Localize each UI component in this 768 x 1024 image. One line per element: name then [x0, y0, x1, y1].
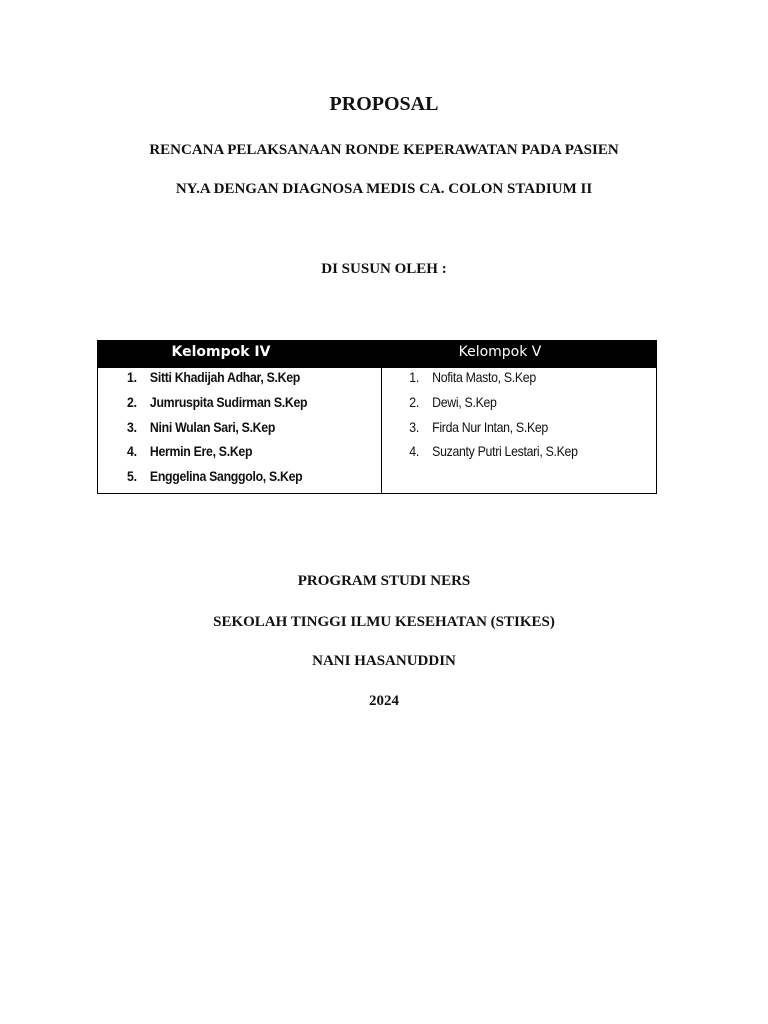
- school-name: SEKOLAH TINGGI ILMU KESEHATAN (STIKES): [213, 614, 555, 630]
- list-number: 1.: [409, 369, 419, 385]
- group-iv-member-list: [98, 368, 381, 492]
- list-item: [382, 393, 623, 418]
- member-name: Dewi, S.Kep: [432, 393, 497, 410]
- member-name: Nini Wulan Sari, S.Kep: [149, 418, 276, 435]
- member-name: Jumruspita Sudirman S.Kep: [149, 393, 308, 410]
- list-number: 2.: [409, 393, 419, 410]
- list-number: 2.: [127, 393, 137, 410]
- group-header-left: Kelompok IV: [171, 344, 271, 360]
- list-item: [98, 467, 347, 492]
- member-name: Enggelina Sanggolo, S.Kep: [149, 468, 303, 485]
- group-v-member-list: [382, 368, 656, 467]
- list-number: 3.: [409, 418, 419, 435]
- table-header: [98, 341, 656, 367]
- list-item: [382, 368, 623, 393]
- list-item: [382, 442, 623, 467]
- program-name: PROGRAM STUDI NERS: [297, 573, 471, 589]
- list-number: 4.: [127, 443, 137, 460]
- list-number: 3.: [127, 418, 137, 435]
- prepared-by-label: DI SUSUN OLEH :: [321, 261, 447, 277]
- document-title: PROPOSAL: [329, 93, 439, 115]
- list-item: [98, 368, 347, 393]
- list-item: [98, 393, 347, 418]
- publication-year: 2024: [369, 693, 399, 709]
- group-header-right: Kelompok V: [458, 344, 542, 360]
- list-number: 5.: [127, 468, 137, 485]
- list-number: 4.: [409, 443, 419, 460]
- campus-name: NANI HASANUDDIN: [312, 653, 456, 669]
- member-name: Firda Nur Intan, S.Kep: [432, 418, 548, 435]
- list-item: [98, 418, 347, 443]
- list-number: 1.: [127, 369, 137, 385]
- member-name: Hermin Ere, S.Kep: [149, 443, 253, 460]
- member-name: Sitti Khadijah Adhar, S.Kep: [149, 369, 300, 385]
- member-name: Suzanty Putri Lestari, S.Kep: [432, 443, 578, 460]
- group-table: [97, 340, 657, 494]
- subtitle-line-1: RENCANA PELAKSANAAN RONDE KEPERAWATAN PADA PASIEN: [149, 142, 619, 158]
- list-item: [382, 418, 623, 443]
- list-item: [98, 442, 347, 467]
- subtitle-line-2: NY.A DENGAN DIAGNOSA MEDIS CA. COLON STADIUM II: [175, 181, 593, 197]
- member-name: Nofita Masto, S.Kep: [432, 369, 536, 385]
